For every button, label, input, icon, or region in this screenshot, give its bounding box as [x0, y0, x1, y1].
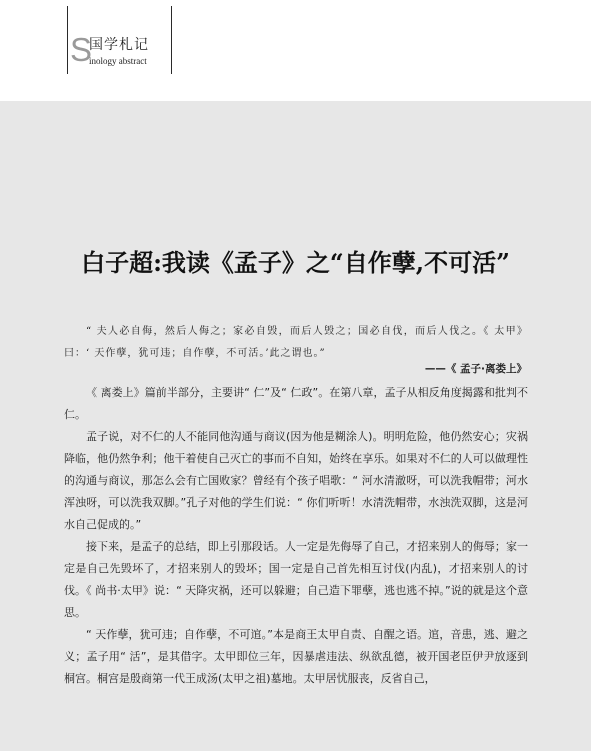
body-paragraph: 孟子说，对不仁的人不能同他沟通与商议(因为他是糊涂人)。明明危险，他仍然安心；灾祸降临，他仍然争利；他干着使自己灭亡的事而不自知，始终在享乐。如果对不仁的人可以做理性的沟通与商议，那怎么会有亡国败家？曾经有个孩子唱歌：“ 河水清澈呀，可以洗我帽带；河水浑浊呀，可以洗我双脚。”孔子对他的学生们说：“ 你们听听！水清洗帽带，水浊洗双脚，这是河水自己促成的。” — [64, 430, 528, 531]
epigraph-quote: “ 夫人必自侮，然后人侮之；家必自毁，而后人毁之；国必自伐，而后人伐之。《 太甲》曰：‘ 天作孽，犹可违；自作孽，不可活。’此之谓也。” — [64, 326, 528, 359]
header-rule-right — [171, 6, 172, 74]
section-logo-letter: S — [70, 31, 93, 68]
section-title: 国学札记 — [89, 37, 149, 53]
article-body — [64, 382, 528, 690]
body-paragraph: 《 离娄上》篇前半部分，主要讲“ 仁”及“ 仁政”。在第八章，孟子从相反角度揭露和批判不仁。 — [64, 386, 528, 421]
page-header — [0, 0, 591, 101]
article-title: 白子超:我读《孟子》之“自作孽,不可活” — [81, 248, 510, 277]
body-paragraph: 接下来，是孟子的总结，即上引那段话。人一定是先侮辱了自己，才招来别人的侮辱；家一定是自己先毁坏了，才招来别人的毁坏；国一定是自己首先相互讨伐(内乱)，才招来别人的讨伐。《 尚书·太甲》说：“ 天降灾祸，还可以躲避；自己造下罪孽，逃也逃不掉。”说的就是这个意思。 — [64, 540, 528, 619]
epigraph-source: ——《 孟子·离娄上》 — [424, 363, 527, 375]
header-rule-left — [67, 6, 68, 74]
section-subtitle: inology abstract — [89, 56, 147, 66]
body-paragraph: “ 天作孽，犹可违；自作孽，不可逭。”本是商王太甲自责、自醒之语。逭，音患，逃、避之义；孟子用“ 活”，是其借字。太甲即位三年，因暴虐违法、纵欲乱德，被开国老臣伊尹放逐到桐宫。桐宫是殷商第一代王成汤(太甲之祖)墓地。太甲居忧服丧，反省自己， — [64, 628, 528, 685]
